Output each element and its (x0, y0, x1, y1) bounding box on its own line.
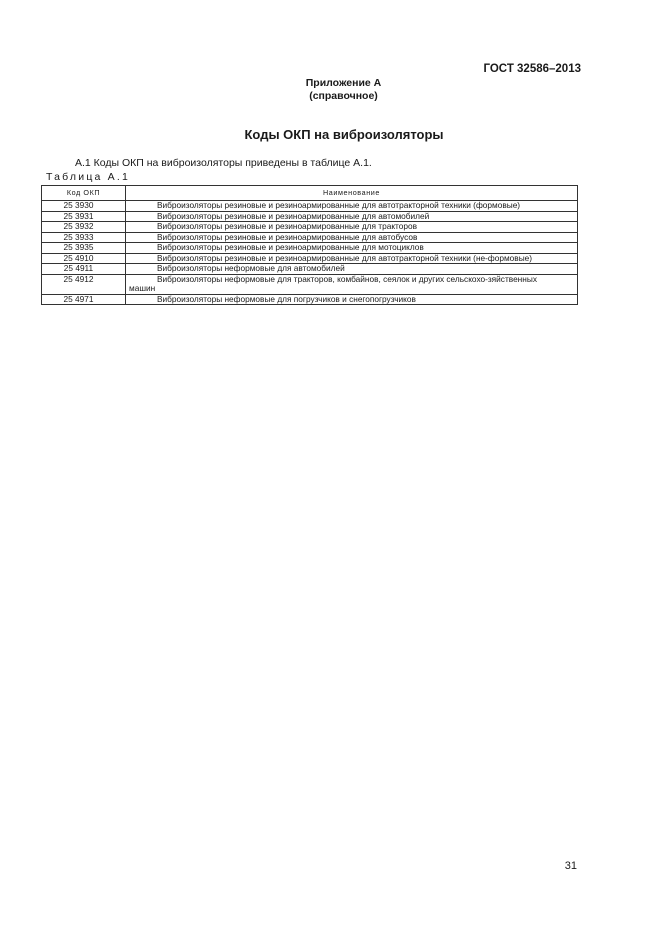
section-title: Коды ОКП на виброизоляторы (244, 127, 444, 142)
page-number: 31 (564, 860, 577, 872)
table-body (42, 201, 578, 305)
product-name-cell: Виброизоляторы неформовые для тракторов, комбайнов, сеялок и других сельскохо-зяйственных машин (126, 274, 578, 294)
okp-code-cell: 25 3931 (42, 211, 126, 222)
table-row (42, 294, 578, 305)
product-name-cell: Виброизоляторы резиновые и резиноармированные для мотоциклов (126, 243, 578, 254)
okp-code-cell: 25 4912 (42, 274, 126, 294)
product-name-cell: Виброизоляторы резиновые и резиноармированные для автотракторной техники (не-формовые) (126, 253, 578, 264)
annex-type: (справочное) (309, 90, 378, 102)
table-row (42, 222, 578, 233)
document-code: ГОСТ 32586–2013 (483, 63, 581, 75)
annex-heading (0, 77, 661, 103)
product-name-cell: Виброизоляторы резиновые и резиноармированные для автотракторной техники (формовые) (126, 201, 578, 212)
annex-title: Приложение А (305, 77, 382, 89)
product-name-cell: Виброизоляторы резиновые и резиноармированные для автобусов (126, 232, 578, 243)
table-row (42, 243, 578, 254)
okp-code-cell: 25 4911 (42, 264, 126, 275)
table-caption: Таблица А.1 (46, 171, 131, 183)
product-name-cell: Виброизоляторы неформовые для погрузчиков и снегопогрузчиков (126, 294, 578, 305)
table-header-row (42, 186, 578, 201)
table-row (42, 201, 578, 212)
product-name-cell: Виброизоляторы неформовые для автомобилей (126, 264, 578, 275)
header-name: Наименование (126, 186, 578, 201)
okp-codes-table (41, 185, 578, 305)
table-row (42, 232, 578, 243)
okp-code-cell: 25 4910 (42, 253, 126, 264)
intro-paragraph: А.1 Коды ОКП на виброизоляторы приведены в таблице А.1. (75, 157, 372, 169)
product-name-cell: Виброизоляторы резиновые и резиноармированные для тракторов (126, 222, 578, 233)
okp-code-cell: 25 3930 (42, 201, 126, 212)
product-name-cell: Виброизоляторы резиновые и резиноармированные для автомобилей (126, 211, 578, 222)
okp-code-cell: 25 4971 (42, 294, 126, 305)
table-row (42, 274, 578, 294)
table-row (42, 253, 578, 264)
okp-code-cell: 25 3935 (42, 243, 126, 254)
header-code: Код ОКП (42, 186, 126, 201)
okp-code-cell: 25 3933 (42, 232, 126, 243)
table-row (42, 211, 578, 222)
table-row (42, 264, 578, 275)
okp-code-cell: 25 3932 (42, 222, 126, 233)
